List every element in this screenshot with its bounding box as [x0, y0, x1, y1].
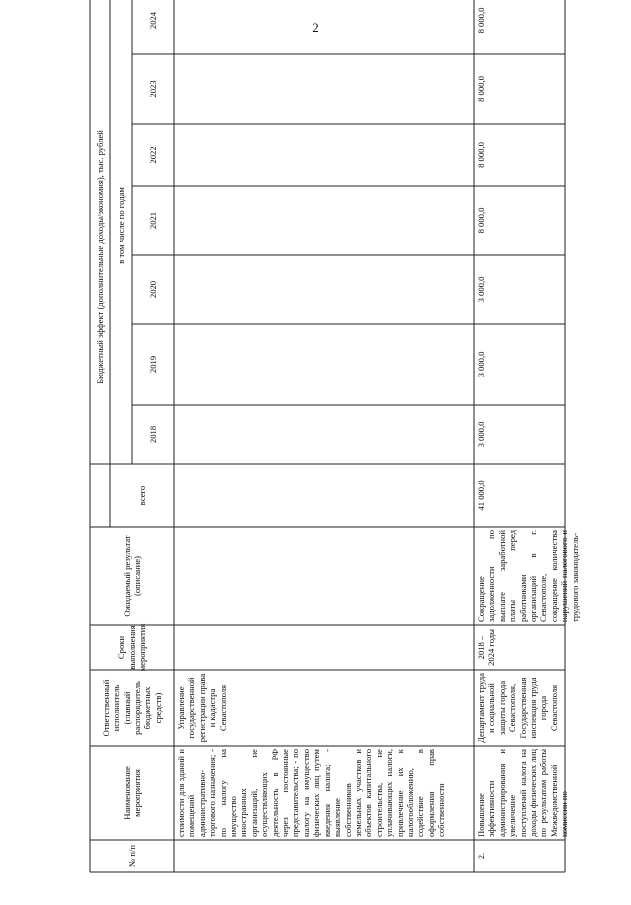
- header-budget-effect: Бюджетный эффект (дополнительные доходы/экономия), тыс. рублей: [94, 130, 105, 384]
- budget-effect-table: [90, 0, 580, 872]
- year-value: 8 000,0: [476, 7, 486, 34]
- year-value: 8 000,0: [476, 142, 486, 168]
- measure-name: Повышение эффективности администрирования и увеличение поступлений налога на доходы физических лиц по результатам работы Межведомственной комиссии по: [476, 749, 570, 837]
- responsible-executor: Департамент труда и социальной защиты города Севастополя, Государственная инспекция труда города Севастополя: [476, 673, 559, 743]
- year-value: 8 000,0: [476, 76, 486, 102]
- expected-result: [174, 527, 474, 625]
- header-by-years: в том числе по годам: [115, 187, 126, 264]
- year-value: 8 000,0: [476, 207, 486, 234]
- row-number: 2.: [476, 852, 486, 860]
- total-value: [174, 464, 474, 527]
- header-year: 2018: [147, 425, 158, 444]
- header-responsible: Ответственный исполнитель (главный распорядитель бюджетных средств): [100, 679, 163, 737]
- term: 2018 – 2024 годы: [476, 629, 497, 666]
- header-year: 2019: [147, 355, 158, 374]
- page-number: 2: [312, 20, 319, 35]
- header-name: Наименование мероприятия: [121, 766, 142, 820]
- year-value: 3 000,0: [476, 351, 486, 378]
- header-total: всего: [136, 485, 147, 506]
- header-year: 2020: [147, 280, 158, 299]
- row-number: [174, 840, 474, 872]
- header-result: Ожидаемый результат (описание): [121, 535, 142, 617]
- measure-name: стоимости для зданий и помещений административно-торгового назначения; - по налогу на имущество иностранных организаций, не осуществляющих деятельность в РФ через постоянные представительства; - по налогу на имущество физических лиц путем введения налога; - выявление собственников земельных участков и объектов капитального строительства, не уплачивающих налоги, привлечение их к налогообложению, содействие в оформлении прав собственности: [176, 749, 447, 837]
- total-value: 41 000,0: [476, 480, 486, 511]
- year-value: 3 000,0: [476, 421, 486, 448]
- year-value: 3 000,0: [476, 276, 486, 303]
- header-year: 2021: [147, 211, 158, 230]
- term: [174, 625, 474, 670]
- expected-result: Сокращение задолженности по выплате заработной платы перед работниками организаций в г. Севастополе, сокращение количества нарушений налогового и трудового законодатель-: [476, 530, 580, 622]
- header-year: 2022: [147, 146, 158, 164]
- header-year: 2024: [147, 11, 158, 30]
- header-term: Сроки выполнения мероприятия: [116, 623, 148, 672]
- header-year: 2023: [147, 80, 158, 98]
- header-number: № п/п: [126, 845, 137, 867]
- responsible-executor: Управление государственной регистрации права и кадастра Севастополя: [176, 673, 228, 743]
